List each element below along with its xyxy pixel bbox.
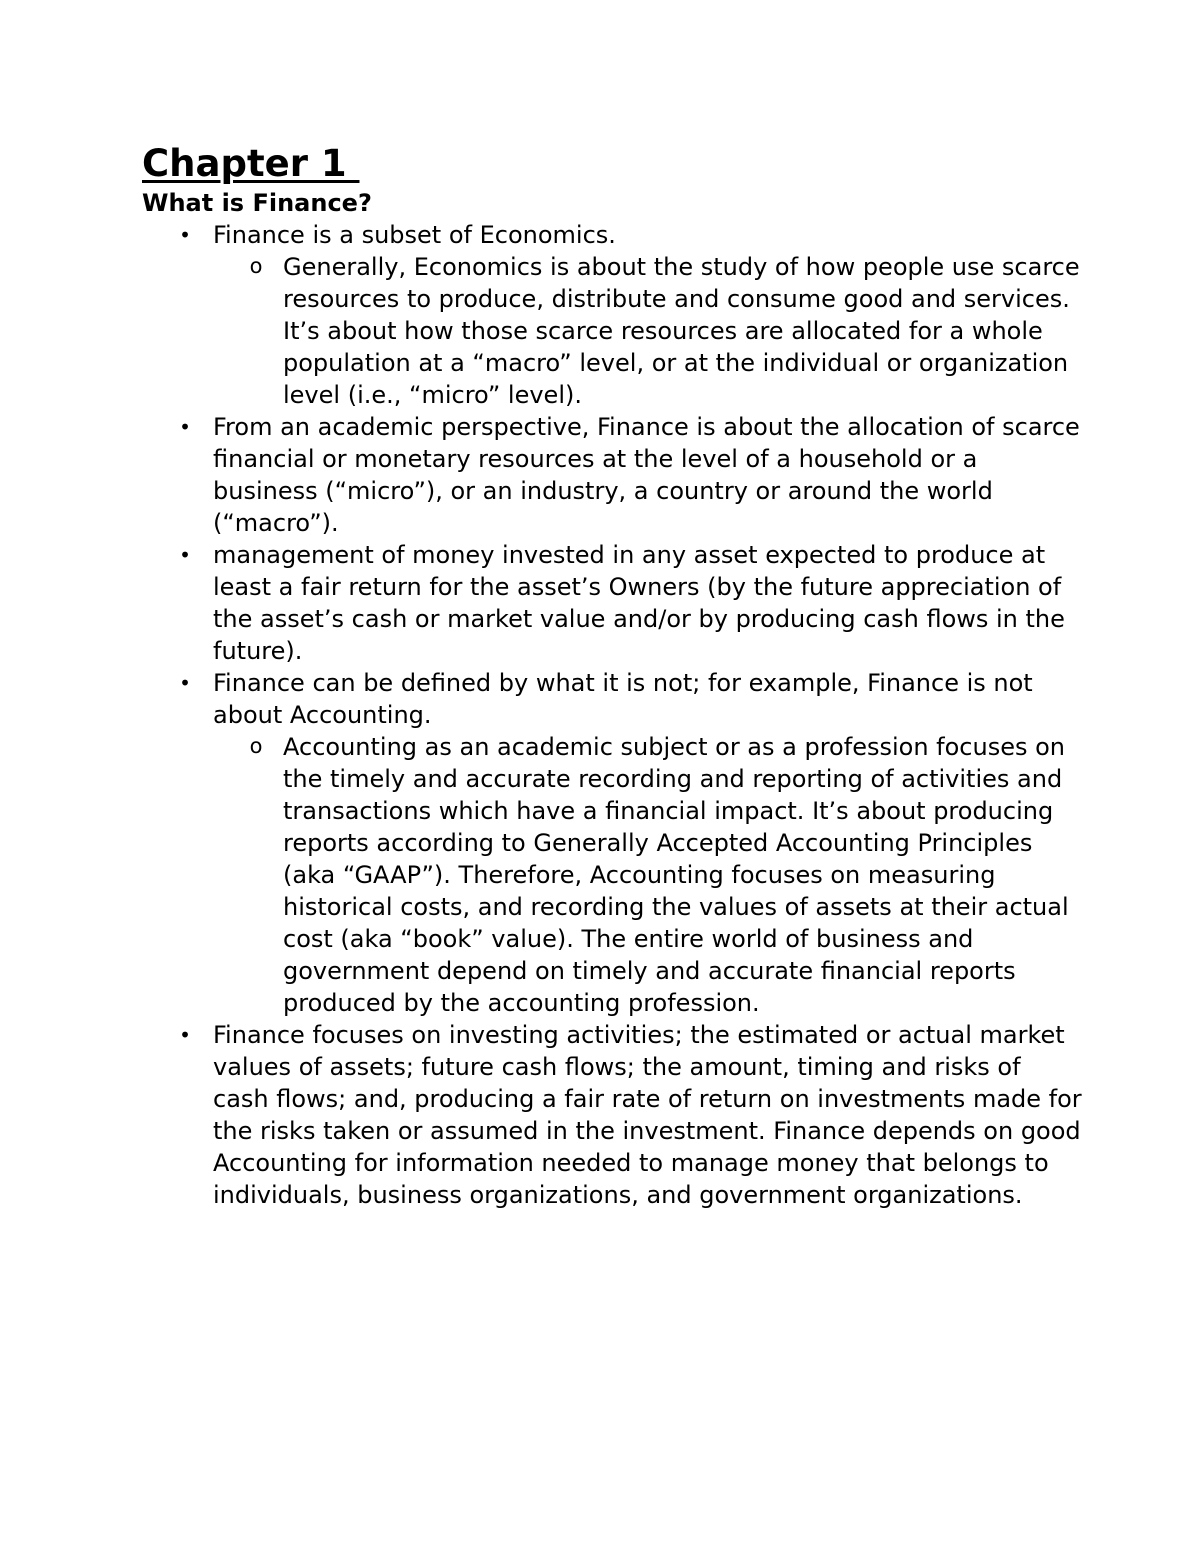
bullet-icon: • (179, 415, 191, 439)
list-item-text: Finance focuses on investing activities; the estimated or actual market values of assets; future cash flows; the amount, timing and risks of cash flows; and, producing a fair rate of return on investments made for the risks taken or assumed in the investment. Finance depends on good Accounting for information needed to manage money that belongs to individuals, business organizations, and government organizations. (213, 1021, 1082, 1209)
list-item (142, 219, 1082, 251)
bullet-list (142, 219, 1082, 1211)
list-item-text: Finance can be defined by what it is not; for example, Finance is not about Accounting. (213, 669, 1033, 729)
sub-list-item (142, 731, 1082, 1019)
bullet-icon: • (179, 671, 191, 695)
chapter-title: Chapter 1 (142, 142, 360, 185)
sub-bullet-icon: o (249, 734, 263, 758)
sub-list-item-text: Generally, Economics is about the study of how people use scarce resources to produce, distribute and consume good and services. It’s about how those scarce resources are allocated for a whole population at a “macro” level, or at the individual or organization level (i.e., “micro” level). (283, 253, 1080, 409)
list-item (142, 1019, 1082, 1211)
list-item (142, 539, 1082, 667)
list-item (142, 411, 1082, 539)
sub-list-item-text: Accounting as an academic subject or as a profession focuses on the timely and accurate recording and reporting of activities and transactions which have a financial impact. It’s about producing reports according to Generally Accepted Accounting Principles (aka “GAAP”). Therefore, Accounting focuses on measuring historical costs, and recording the values of assets at their actual cost (aka “book” value). The entire world of business and government depend on timely and accurate financial reports produced by the accounting profession. (283, 733, 1069, 1017)
list-item-text: management of money invested in any asset expected to produce at least a fair return for the asset’s Owners (by the future appreciation of the asset’s cash or market value and/or by producing cash flows in the future). (213, 541, 1065, 665)
list-item (142, 667, 1082, 731)
bullet-icon: • (179, 543, 191, 567)
bullet-icon: • (179, 223, 191, 247)
section-heading: What is Finance? (142, 189, 372, 217)
sub-list-item (142, 251, 1082, 411)
bullet-icon: • (179, 1023, 191, 1047)
sub-bullet-icon: o (249, 254, 263, 278)
list-item-text: From an academic perspective, Finance is about the allocation of scarce financial or monetary resources at the level of a household or a business (“micro”), or an industry, a country or around the world (“macro”). (213, 413, 1080, 537)
list-item-text: Finance is a subset of Economics. (213, 221, 616, 249)
